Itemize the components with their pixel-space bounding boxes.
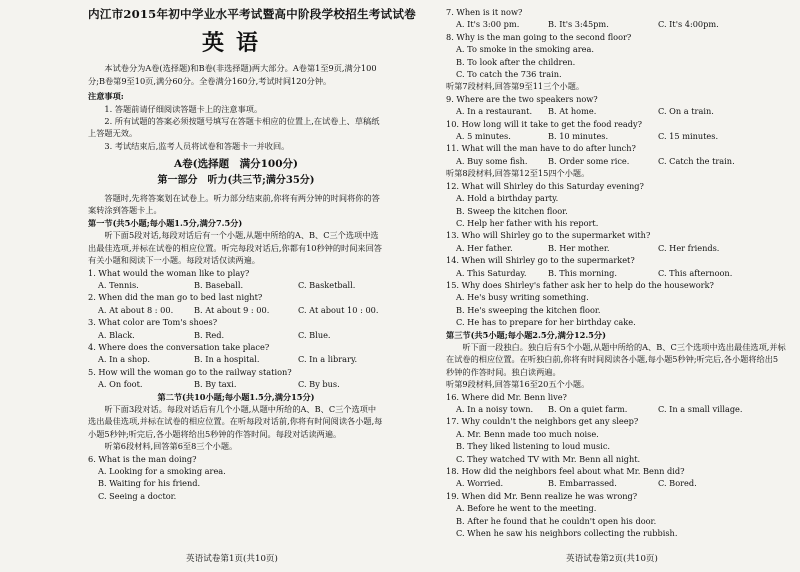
question-10	[446, 118, 786, 143]
page-2	[400, 0, 800, 572]
option-b: B. After he found that he couldn't open his door.	[456, 515, 657, 526]
option-a: A. In a noisy town.	[456, 404, 534, 414]
option-c: C. When he saw his neighbors collecting the rubbish.	[456, 528, 678, 539]
page-1-footer: 英语试卷第1页(共10页)	[186, 554, 278, 564]
note-item: 2. 所有试题的答案必须按题号填写在答题卡相应的位置上,在试卷上、草稿纸上答题无效。	[88, 116, 380, 139]
option-c: C. Her friends.	[658, 242, 720, 253]
question-3	[88, 316, 384, 341]
notes-title: 注意事项:	[88, 91, 124, 102]
question-17	[446, 415, 786, 465]
option-c: C. They watched TV with Mr. Benn all night.	[456, 453, 641, 464]
question-text: 13. Who will Shirley go to the supermarket with?	[446, 230, 651, 241]
option-a: A. Mr. Benn made too much noise.	[456, 428, 599, 439]
question-text: 16. Where did Mr. Benn live?	[446, 391, 567, 402]
option-a: A. 5 minutes.	[456, 131, 511, 142]
question-text: 10. How long will it take to get the food ready?	[446, 118, 642, 129]
note-item: 1. 答题前请仔细阅读答题卡上的注意事项。	[104, 103, 263, 114]
option-b: B. At about 9 : 00.	[194, 304, 270, 315]
question-text: 2. When did the man go to bed last night?	[88, 292, 263, 303]
question-19	[446, 490, 786, 540]
section-a-heading: A卷(选择题 满分100分)	[173, 158, 298, 171]
option-c: C. By bus.	[298, 379, 340, 390]
question-text: 8. Why is the man going to the second floor?	[446, 31, 632, 42]
option-a: A. This Saturday.	[456, 267, 527, 278]
option-b: B. On a quiet farm.	[548, 404, 628, 414]
option-c: C. To catch the 736 train.	[456, 69, 562, 80]
option-b: B. This morning.	[548, 267, 617, 278]
option-b: B. Her mother.	[548, 242, 610, 253]
part-1-heading: 第一部分 听力(共三节;满分35分)	[157, 174, 315, 186]
option-c: C. 15 minutes.	[658, 131, 719, 142]
option-b: B. In a hospital.	[194, 354, 260, 365]
question-text: 17. Why couldn't the neighbors get any sleep?	[446, 416, 639, 427]
material-8-note: 听第8段材料,回答第12至15四个小题。	[446, 168, 590, 179]
option-b: B. Waiting for his friend.	[98, 478, 201, 489]
option-b: B. He's sweeping the kitchen floor.	[456, 304, 601, 315]
material-6-note: 听第6段材料,回答第6至8三个小题。	[104, 441, 238, 452]
question-text: 19. When did Mr. Benn realize he was wrong?	[446, 490, 638, 501]
option-a: A. He's busy writing something.	[456, 292, 589, 303]
question-7	[446, 6, 786, 31]
section-3-heading: 第三节(共5小题;每小题2.5分,满分12.5分)	[446, 329, 606, 340]
option-a: A. Her father.	[456, 242, 513, 253]
option-c: C. Help her father with his report.	[456, 217, 599, 228]
question-9	[446, 93, 786, 118]
option-c: C. At about 10 : 00.	[298, 304, 379, 315]
option-c: C. Seeing a doctor.	[98, 490, 177, 501]
question-2	[88, 291, 384, 316]
question-text: 4. Where does the conversation take place?	[88, 341, 270, 352]
option-b: B. Sweep the kitchen floor.	[456, 205, 568, 216]
option-c: C. Catch the train.	[658, 155, 735, 166]
question-11	[446, 142, 786, 167]
question-15	[446, 279, 786, 329]
option-b: B. At home.	[548, 106, 597, 117]
option-b: B. To look after the children.	[456, 56, 576, 67]
question-text: 14. When will Shirley go to the supermarket?	[446, 255, 635, 266]
option-b: B. Red.	[194, 329, 225, 340]
option-c: C. On a train.	[658, 106, 714, 117]
option-b: B. 10 minutes.	[548, 131, 609, 142]
question-6	[88, 453, 384, 503]
question-8	[446, 31, 786, 81]
option-a: A. Buy some fish.	[456, 155, 528, 166]
option-c: C. In a library.	[298, 354, 358, 365]
option-c: C. He has to prepare for her birthday cake.	[456, 317, 636, 328]
option-a: A. At about 8 : 00.	[98, 304, 174, 315]
question-text: 7. When is it now?	[446, 7, 523, 17]
option-a: A. It's 3:00 pm.	[456, 19, 520, 30]
exam-title: 内江市2015年初中学业水平考试暨高中阶段学校招生考试试卷	[88, 7, 416, 21]
exam-intro: 本试卷分为A卷(选择题)和B卷(非选择题)两大部分。A卷第1至9页,满分100分;B卷第9至10页,满分60分。全卷满分160分,考试时间120分钟。	[88, 63, 377, 86]
option-c: C. Blue.	[298, 329, 331, 340]
listening-intro: 答题时,先将答案划在试卷上。听力部分结束前,你将有两分钟的时间将你的答案转涂到答题卡上。	[88, 193, 380, 216]
page-2-footer: 英语试卷第2页(共10页)	[566, 554, 658, 564]
option-c: C. This afternoon.	[658, 267, 733, 278]
question-14	[446, 254, 786, 279]
option-c: C. In a small village.	[658, 404, 743, 414]
option-a: A. To smoke in the smoking area.	[456, 44, 594, 55]
section-2-instructions: 听下面3段对话。每段对话后有几个小题,从题中所给的A、B、C三个选项中选出最佳选项,并标在试卷的相应位置。在听每段对话前,你将有时间阅读各小题,每小题5秒钟;听完后,各小题将给出5秒钟的作答时间。每段对话读两遍。	[88, 403, 383, 439]
option-a: A. In a shop.	[98, 354, 150, 365]
question-text: 1. What would the woman like to play?	[88, 267, 250, 278]
question-text: 3. What color are Tom's shoes?	[88, 317, 218, 328]
question-text: 6. What is the man doing?	[88, 453, 197, 464]
material-7-note: 听第7段材料,回答第9至11三个小题。	[446, 81, 585, 92]
question-12	[446, 180, 786, 230]
question-13	[446, 229, 786, 254]
option-a: A. On foot.	[98, 379, 143, 390]
question-text: 12. What will Shirley do this Saturday evening?	[446, 180, 644, 191]
option-a: A. In a restaurant.	[456, 106, 533, 117]
question-1	[88, 267, 384, 292]
question-text: 9. Where are the two speakers now?	[446, 93, 598, 104]
option-c: C. It's 4:00pm.	[658, 19, 719, 30]
question-text: 5. How will the woman go to the railway station?	[88, 366, 292, 377]
option-b: B. Embarrassed.	[548, 478, 617, 489]
subject-title: 英语	[201, 30, 270, 57]
option-a: A. Black.	[98, 329, 135, 340]
question-text: 15. Why does Shirley's father ask her to help do the housework?	[446, 279, 714, 290]
note-item: 3. 考试结束后,监考人员将试卷和答题卡一并收回。	[104, 140, 290, 151]
section-1-instructions: 听下面5段对话,每段对话后有一个小题,从题中所给的A、B、C三个选项中选出最佳选项,并标在试卷的相应位置。听完每段对话后,你都有10秒钟的时间来回答有关小题和阅读下一小题。每段对话仅读两遍。	[88, 230, 382, 266]
section-2-heading: 第二节(共10小题;每小题1.5分,满分15分)	[157, 391, 315, 402]
option-c: C. Basketball.	[298, 279, 356, 290]
option-b: B. It's 3:45pm.	[548, 19, 609, 30]
option-b: B. By taxi.	[194, 379, 237, 390]
option-a: A. Worried.	[456, 478, 504, 489]
option-a: A. Tennis.	[98, 279, 139, 290]
question-18	[446, 465, 786, 490]
option-b: B. Order some rice.	[548, 155, 630, 166]
option-b: B. They liked listening to loud music.	[456, 441, 611, 452]
question-16	[446, 391, 786, 416]
section-3-instructions: 听下面一段独白。独白后有5个小题,从题中所给的A、B、C三个选项中选出最佳选项,并标在试卷的相应位置。在听独白前,你将有时间阅读各小题,每小题5秒钟;听完后,各小题将给出5秒钟的作答时间。独白读两遍。	[446, 341, 786, 377]
question-text: 11. What will the man have to do after lunch?	[446, 143, 636, 154]
option-b: B. Baseball.	[194, 279, 244, 290]
question-5	[88, 366, 384, 391]
question-4	[88, 341, 384, 366]
question-text: 18. How did the neighbors feel about what Mr. Benn did?	[446, 466, 685, 477]
section-1-heading: 第一节(共5小题;每小题1.5分,满分7.5分)	[88, 217, 243, 228]
option-a: A. Before he went to the meeting.	[456, 503, 597, 514]
option-a: A. Hold a birthday party.	[456, 193, 559, 204]
option-a: A. Looking for a smoking area.	[98, 466, 226, 476]
material-9-note: 听第9段材料,回答第16至20五个小题。	[446, 379, 590, 390]
option-c: C. Bored.	[658, 478, 697, 489]
